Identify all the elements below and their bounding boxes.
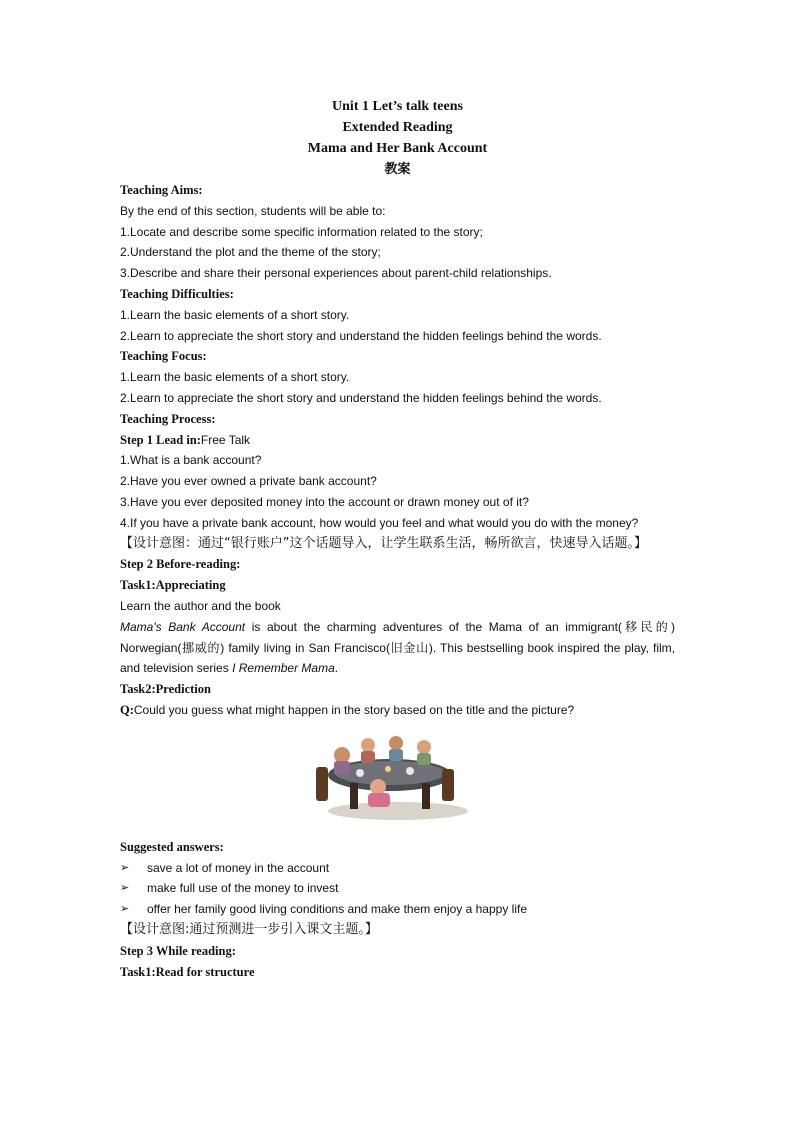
aims-intro: By the end of this section, students will be able to: (120, 203, 386, 218)
step1-text: Free Talk (200, 432, 251, 447)
process-heading: Teaching Process: (120, 411, 216, 426)
prediction-question (120, 700, 675, 721)
page-title-jiaoan: 教案 (384, 162, 411, 177)
page-title-section: Extended Reading (342, 120, 453, 135)
family-table-image (120, 733, 675, 833)
list-item (120, 878, 675, 899)
answer-text: save a lot of money in the account (147, 860, 330, 875)
step2-design-intent: 【设计意图:通过预测进一步引入课文主题。】 (120, 921, 378, 937)
question-text: Could you guess what might happen in the story based on the title and the picture? (133, 702, 575, 717)
step1-label: Step 1 Lead in: (120, 432, 201, 447)
step3-heading: Step 3 While reading: (120, 943, 236, 958)
step1-question: 1.What is a bank account? (120, 453, 262, 468)
family-dinner-illustration (120, 733, 675, 833)
task2-heading: Task2:Prediction (120, 682, 211, 697)
question-label: Q: (120, 702, 134, 717)
answer-text: make full use of the money to invest (147, 881, 339, 896)
difficulties-item: 2.Learn to appreciate the short story and understand the hidden feelings behind the words. (120, 328, 602, 343)
step1-design-intent: 【设计意图：通过“银行账户”这个话题导入，让学生联系生活，畅所欲言，快速导入话题。】 (120, 535, 647, 551)
list-item (120, 899, 675, 920)
aims-heading: Teaching Aims: (120, 183, 203, 197)
focus-heading: Teaching Focus: (120, 349, 207, 364)
focus-item: 1.Learn the basic elements of a short story. (120, 370, 350, 385)
focus-item: 2.Learn to appreciate the short story and understand the hidden feelings behind the words. (120, 390, 602, 405)
series-end: . (334, 661, 339, 676)
page-title-story: Mama and Her Bank Account (307, 141, 488, 156)
arrow-bullet-icon: ➢ (120, 902, 130, 916)
task1b-heading: Task1:Read for structure (120, 964, 255, 979)
difficulties-item: 1.Learn the basic elements of a short story. (120, 307, 350, 322)
aims-item: 2.Understand the plot and the theme of the story; (120, 245, 381, 260)
step1-question: 3.Have you ever deposited money into the account or drawn money out of it? (120, 494, 529, 509)
aims-item: 1.Locate and describe some specific information related to the story; (120, 224, 483, 239)
aims-item: 3.Describe and share their personal experiences about parent-child relationships. (120, 266, 552, 281)
page-title-unit: Unit 1 Let’s talk teens (332, 99, 463, 114)
step2-heading: Step 2 Before-reading: (120, 557, 241, 572)
arrow-bullet-icon: ➢ (120, 881, 130, 895)
lesson-plan-page (120, 96, 675, 982)
suggested-heading: Suggested answers: (120, 839, 224, 854)
difficulties-heading: Teaching Difficulties: (120, 286, 234, 301)
step1-question: 4.If you have a private bank account, how would you feel and what would you do with the money? (120, 515, 639, 530)
step1-line (120, 430, 675, 451)
step1-question: 2.Have you ever owned a private bank account? (120, 474, 377, 489)
task1-intro: Learn the author and the book (120, 598, 281, 613)
series-title: I Remember Mama (232, 661, 335, 676)
book-description (120, 617, 675, 679)
book-title: Mama's Bank Account (120, 619, 246, 634)
arrow-bullet-icon: ➢ (120, 860, 130, 874)
answer-text: offer her family good living conditions and make them enjoy a happy life (147, 902, 527, 917)
task1-heading: Task1:Appreciating (120, 578, 226, 593)
list-item (120, 858, 675, 879)
book-text: is about the charming adventures of the Mama of an immigrant(移民的) Norwegian(挪威的) family living in San Francisco(旧金山). This bestselling book inspired the play, film, and television series (120, 619, 675, 676)
